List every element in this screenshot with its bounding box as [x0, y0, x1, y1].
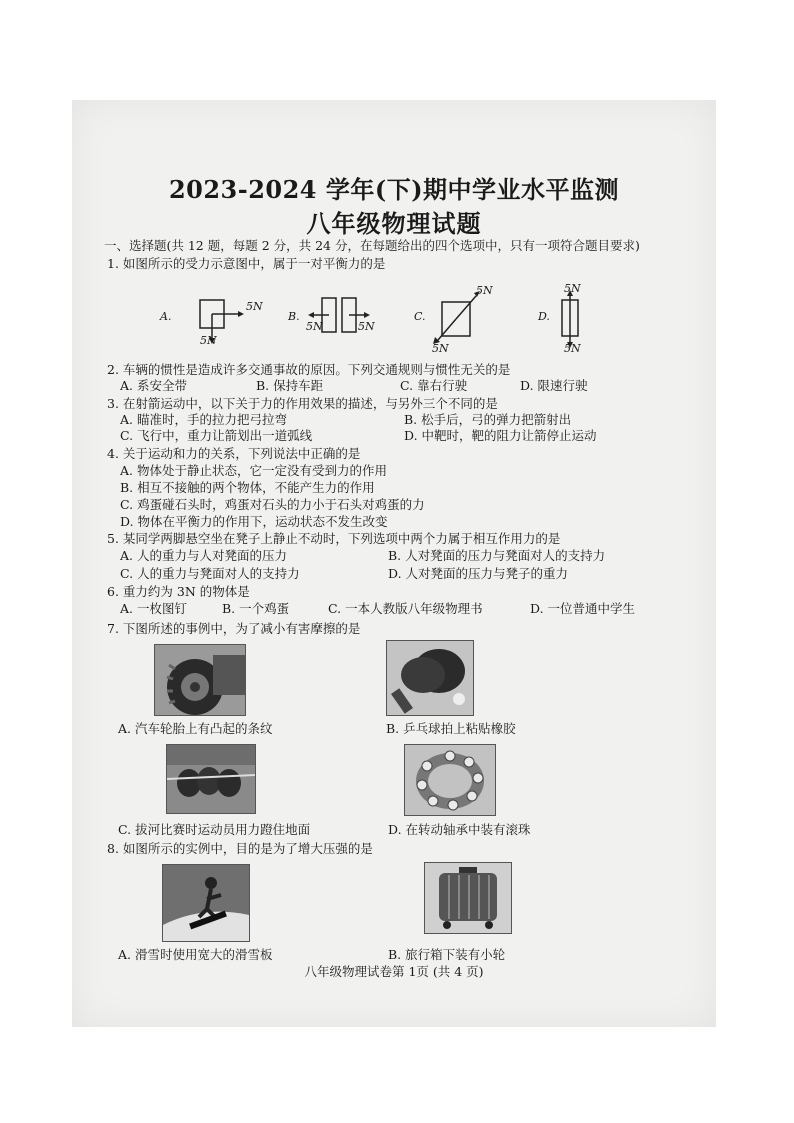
q2-option-b: B. 保持车距: [256, 378, 324, 393]
q7-option-a: A. 汽车轮胎上有凸起的条纹: [118, 721, 273, 736]
suitcase-icon: [425, 863, 511, 933]
q1-label-b: B.: [288, 310, 300, 323]
paddle-icon: [387, 641, 473, 715]
exam-subtitle: 八年级物理试题: [306, 209, 482, 238]
question-1-stem: 1. 如图所示的受力示意图中，属于一对平衡力的是: [107, 256, 386, 271]
q3-option-d: D. 中靶时，靶的阻力让箭停止运动: [404, 428, 597, 443]
q4-option-c: C. 鸡蛋碰石头时，鸡蛋对石头的力小于石头对鸡蛋的力: [120, 497, 425, 512]
q1-b-force-left: 5N: [306, 320, 323, 333]
section-heading: 一、选择题(共 12 题，每题 2 分，共 24 分，在每题给出的四个选项中，只有一项符合题目要求): [104, 238, 640, 253]
question-2-stem: 2. 车辆的惯性是造成许多交通事故的原因。下列交通规则与惯性无关的是: [107, 362, 511, 377]
question-3-stem: 3. 在射箭运动中，以下关于力的作用效果的描述，与另外三个不同的是: [107, 396, 498, 411]
tire-icon: [155, 645, 245, 715]
q6-option-b: B. 一个鸡蛋: [222, 601, 290, 616]
q4-option-d: D. 物体在平衡力的作用下，运动状态不发生改变: [120, 514, 388, 529]
q1-a-force-down: 5N: [200, 334, 217, 347]
q1-b-force-right: 5N: [358, 320, 375, 333]
question-5-stem: 5. 某同学两脚悬空坐在凳子上静止不动时，下列选项中两个力属于相互作用力的是: [107, 531, 561, 546]
q1-c-force-down: 5N: [432, 342, 449, 355]
question-6-stem: 6. 重力约为 3N 的物体是: [107, 584, 250, 599]
ping-pong-paddle-photo: [386, 640, 474, 716]
q7-option-b: B. 乒乓球拍上粘贴橡胶: [386, 721, 516, 736]
q3-option-c: C. 飞行中，重力让箭划出一道弧线: [120, 428, 313, 443]
q7-option-d: D. 在转动轴承中装有滚珠: [388, 822, 531, 837]
q4-option-b: B. 相互不接触的两个物体，不能产生力的作用: [120, 480, 375, 495]
q4-option-a: A. 物体处于静止状态，它一定没有受到力的作用: [120, 463, 387, 478]
snowboarder-icon: [163, 865, 249, 941]
q2-option-c: C. 靠右行驶: [400, 378, 468, 393]
question-7-stem: 7. 下图所述的事例中，为了减小有害摩擦的是: [107, 621, 361, 636]
ball-bearing-photo: [404, 744, 496, 816]
q3-option-b: B. 松手后，弓的弹力把箭射出: [404, 412, 572, 427]
q1-label-a: A.: [160, 310, 172, 323]
q1-d-force-down: 5N: [564, 342, 581, 355]
q1-a-force-right: 5N: [246, 300, 263, 313]
q8-option-b: B. 旅行箱下装有小轮: [388, 947, 506, 962]
q2-option-a: A. 系安全带: [120, 378, 187, 393]
tire-tread-photo: [154, 644, 246, 716]
q3-option-a: A. 瞄准时，手的拉力把弓拉弯: [120, 412, 287, 427]
tug-of-war-photo: [166, 744, 256, 814]
q1-label-c: C.: [414, 310, 426, 323]
q6-option-a: A. 一枚图钉: [120, 601, 187, 616]
q5-option-a: A. 人的重力与人对凳面的压力: [120, 548, 287, 563]
q5-option-c: C. 人的重力与凳面对人的支持力: [120, 566, 300, 581]
q5-option-d: D. 人对凳面的压力与凳子的重力: [388, 566, 569, 581]
q6-option-c: C. 一本人教版八年级物理书: [328, 601, 483, 616]
q1-d-force-up: 5N: [564, 282, 581, 295]
q2-option-d: D. 限速行驶: [520, 378, 588, 393]
q1-label-d: D.: [538, 310, 550, 323]
q7-option-c: C. 拔河比赛时运动员用力蹬住地面: [118, 822, 311, 837]
bearing-icon: [405, 745, 495, 815]
question-4-stem: 4. 关于运动和力的关系，下列说法中正确的是: [107, 446, 361, 461]
page-footer: 八年级物理试卷第 1页 (共 4 页): [304, 964, 484, 979]
q8-option-a: A. 滑雪时使用宽大的滑雪板: [118, 947, 273, 962]
snowboard-photo: [162, 864, 250, 942]
tug-of-war-icon: [167, 745, 255, 813]
q5-option-b: B. 人对凳面的压力与凳面对人的支持力: [388, 548, 606, 563]
q1-c-force-up: 5N: [476, 284, 493, 297]
q6-option-d: D. 一位普通中学生: [530, 601, 636, 616]
question-8-stem: 8. 如图所示的实例中，目的是为了增大压强的是: [107, 841, 373, 856]
suitcase-photo: [424, 862, 512, 934]
exam-title: 2023-2024 学年(下)期中学业水平监测: [168, 175, 620, 204]
